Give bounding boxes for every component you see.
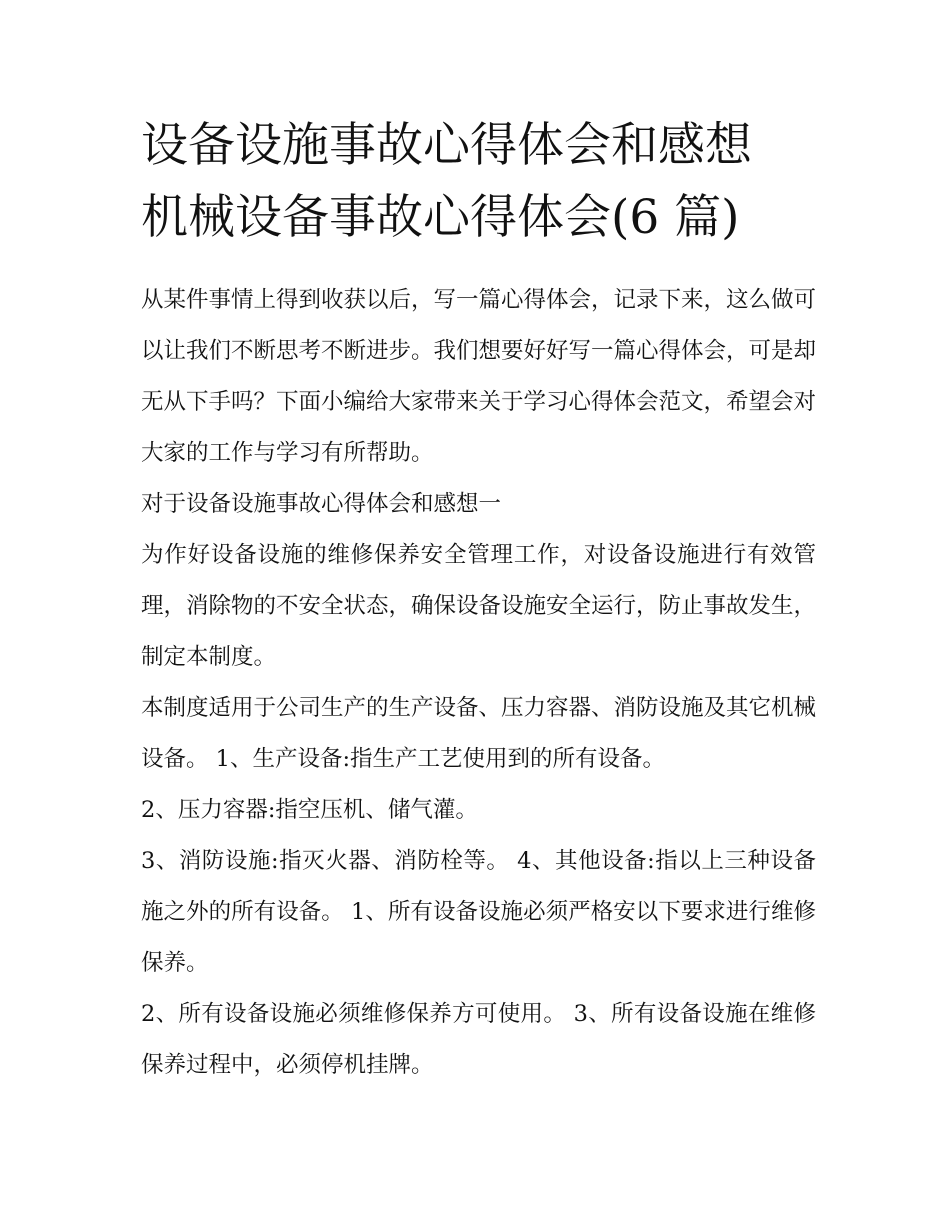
document-title: [141, 110, 816, 254]
paragraph-intro: 从某件事情上得到收获以后，写一篇心得体会，记录下来，这么做可以让我们不断思考不断进步。我们想要好好写一篇心得体会，可是却无从下手吗？下面小编给大家带来关于学习心得体会范文，希望会对大家的工作与学习有所帮助。: [141, 287, 817, 466]
paragraph-fire-facilities: 3、消防设施:指灭火器、消防栓等。 4、其他设备:指以上三种设备施之外的所有设备。 1、所有设备设施必须严格安以下要求进行维修保养。: [141, 848, 816, 976]
title-line-2: 机械设备事故心得体会(6 篇): [141, 190, 740, 245]
paragraph-purpose: 为作好设备设施的维修保养安全管理工作，对设备设施进行有效管理，消除物的不安全状态，确保设备设施安全运行，防止事故发生，制定本制度。: [141, 542, 817, 670]
document-body: [141, 275, 816, 1091]
paragraph-scope: 本制度适用于公司生产的生产设备、压力容器、消防设施及其它机械设备。 1、生产设备:指生产工艺使用到的所有设备。: [141, 695, 817, 772]
section-heading: 对于设备设施事故心得体会和感想一: [141, 491, 502, 517]
paragraph-maintenance: 2、所有设备设施必须维修保养方可使用。 3、所有设备设施在维修保养过程中，必须停机挂牌。: [141, 1001, 816, 1078]
paragraph-pressure-vessel: 2、压力容器:指空压机、储气灌。: [141, 797, 478, 823]
title-line-1: 设备设施事故心得体会和感想: [141, 118, 752, 173]
document-content: [141, 110, 816, 1091]
